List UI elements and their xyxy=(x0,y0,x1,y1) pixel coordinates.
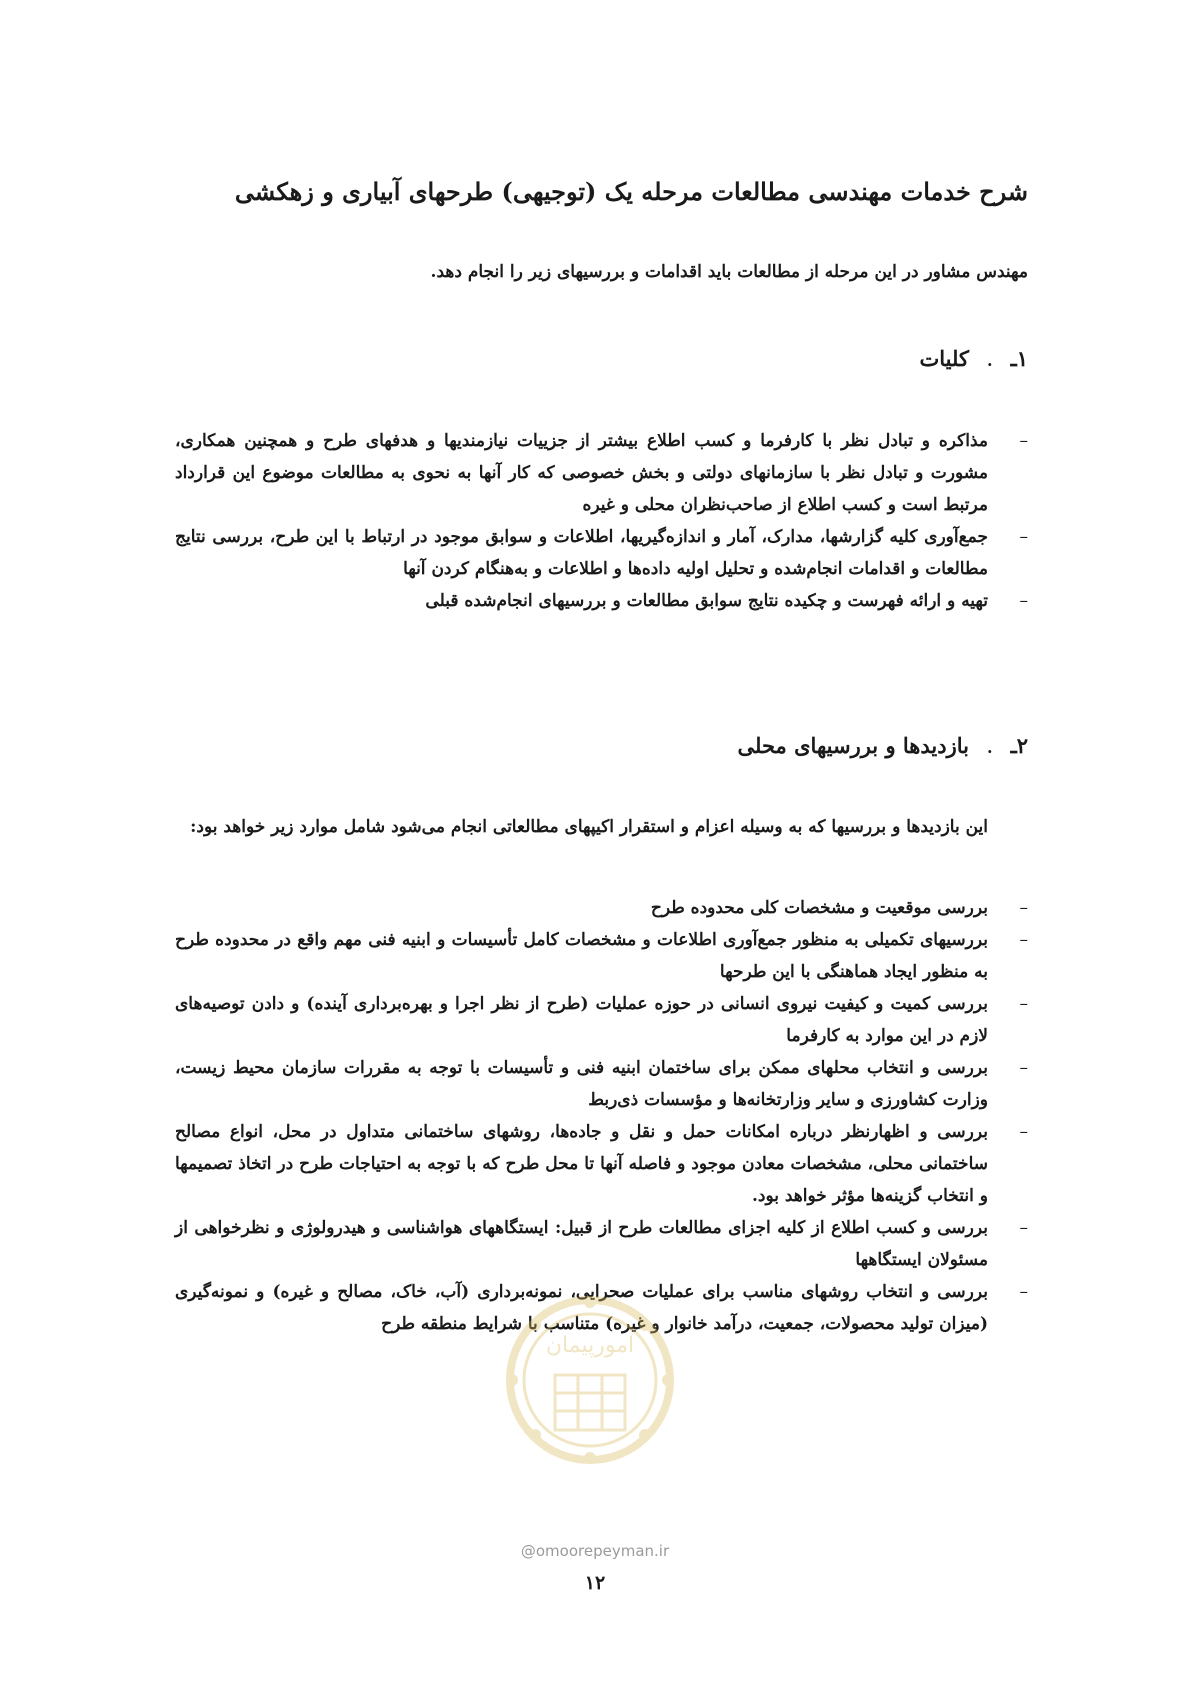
section-1-list xyxy=(175,425,1028,617)
section-2-heading xyxy=(738,733,1028,758)
section-2-title: بازدیدها و بررسیهای محلی xyxy=(737,733,969,758)
section-1-heading xyxy=(920,346,1028,371)
dash-bullet: – xyxy=(1019,591,1028,611)
dash-bullet: – xyxy=(1019,1058,1028,1078)
section-2-dot: . xyxy=(986,738,993,757)
section-2-number: ۲ـ xyxy=(1010,733,1028,758)
dash-bullet: – xyxy=(1019,930,1028,950)
section-1-number: ۱ـ xyxy=(1010,346,1028,371)
watermark-text: امورپیمان xyxy=(545,1333,635,1358)
dash-bullet: – xyxy=(1019,1122,1028,1142)
dash-bullet: – xyxy=(1019,527,1028,547)
list-item: – جمع‌آوری کلیه گزارشها، مدارک، آمار و اندازه‌گیریها، اطلاعات و سوابق موجود در ارتباط با این طرح، بررسی نتایج مطالعات و اقدامات انجام‌شده و تحلیل اولیه داده‌ها و اطلاعات و به‌هنگام کردن آنها xyxy=(175,521,1028,585)
section-2-list xyxy=(175,892,1028,1340)
section-1-title: کلیات xyxy=(919,346,969,371)
list-item: – بررسی و انتخاب روشهای مناسب برای عملیات صحرایی، نمونه‌برداری (آب، خاک، مصالح و غیره) و نمونه‌گیری (میزان تولید محصولات، جمعیت، درآمد خانوار و غیره) متناسب با شرایط منطقه طرح xyxy=(175,1276,1028,1340)
section-2-paragraph: این بازدیدها و بررسیها که به وسیله اعزام و استقرار اکیپهای مطالعاتی انجام می‌شود شامل موارد زیر خواهد بود: xyxy=(190,817,988,837)
dash-bullet: – xyxy=(1019,994,1028,1014)
list-item: – بررسی کمیت و کیفیت نیروی انسانی در حوزه عملیات (طرح از نظر اجرا و بهره‌برداری آینده) و دادن توصیه‌های لازم در این موارد به کارفرما xyxy=(175,988,1028,1052)
dash-bullet: – xyxy=(1019,431,1028,451)
dash-bullet: – xyxy=(1019,1282,1028,1302)
site-url: @omoorepeyman.ir xyxy=(520,1542,670,1560)
list-item: – بررسی و انتخاب محلهای ممکن برای ساختمان ابنیه فنی و تأسیسات با توجه به مقررات سازمان محیط زیست، وزارت کشاورزی و سایر وزارتخانه‌ها و مؤسسات ذی‌ربط xyxy=(175,1052,1028,1116)
section-1-dot: . xyxy=(986,351,993,370)
list-item: – بررسی موقعیت و مشخصات کلی محدوده طرح xyxy=(175,892,1028,924)
list-item: – بررسی و اظهارنظر درباره امکانات حمل و نقل و جاده‌ها، روشهای ساختمانی متداول در محل، انواع مصالح ساختمانی محلی، مشخصات معادن موجود و فاصله آنها تا محل طرح که با توجه به احتیاجات طرح در اتخاذ تصمیمها و انتخاب گزینه‌ها مؤثر خواهد بود. xyxy=(175,1116,1028,1212)
list-item: – مذاکره و تبادل نظر با کارفرما و کسب اطلاع بیشتر از جزییات نیازمندیها و هدفهای طرح و همچنین همکاری، مشورت و تبادل نظر با سازمانهای دولتی و بخش خصوصی که کار آنها به نحوی به مطالعات موضوع این قرارداد مرتبط است و کسب اطلاع از صاحب‌نظران محلی و غیره xyxy=(175,425,1028,521)
list-item: – بررسیهای تکمیلی به منظور جمع‌آوری اطلاعات و مشخصات کامل تأسیسات و ابنیه فنی مهم واقع در محدوده طرح به منظور ایجاد هماهنگی با این طرحها xyxy=(175,924,1028,988)
dash-bullet: – xyxy=(1019,1218,1028,1238)
intro-text: مهندس مشاور در این مرحله از مطالعات باید اقدامات و بررسیهای زیر را انجام دهد. xyxy=(430,262,1028,282)
list-item: – بررسی و کسب اطلاع از کلیه اجزای مطالعات طرح از قبیل: ایستگاههای هواشناسی و هیدرولوژی و نظرخواهی از مسئولان ایستگاهها xyxy=(175,1212,1028,1276)
list-item: – تهیه و ارائه فهرست و چکیده نتایج سوابق مطالعات و بررسیهای انجام‌شده قبلی xyxy=(175,585,1028,617)
page-number: ۱۲ xyxy=(584,1572,606,1594)
page-title: شرح خدمات مهندسی مطالعات مرحله یک (توجیهی) طرحهای آبیاری و زهکشی xyxy=(234,177,1028,206)
dash-bullet: – xyxy=(1019,898,1028,918)
